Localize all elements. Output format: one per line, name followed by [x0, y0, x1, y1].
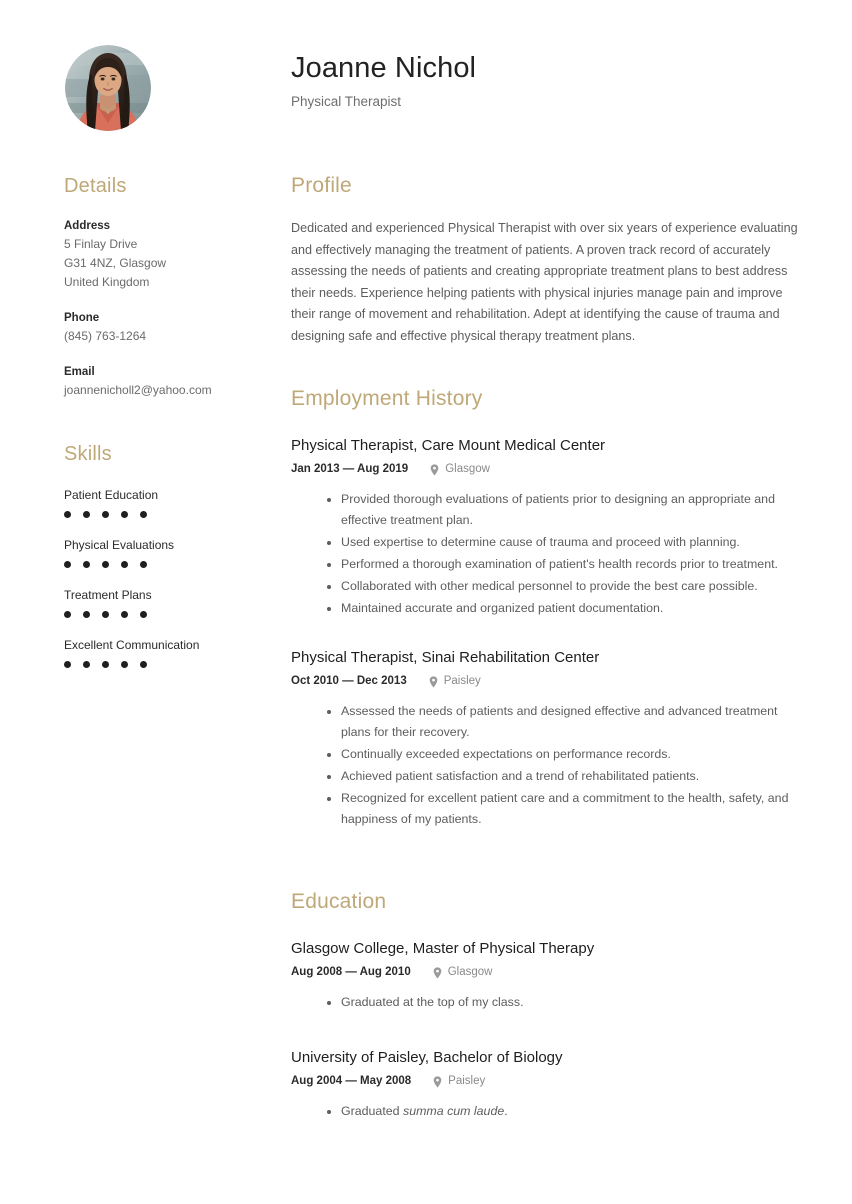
bullet-item: Performed a thorough examination of patient's health records prior to treatment.	[327, 554, 803, 575]
skill-dot	[121, 511, 128, 518]
skills-heading: Skills	[64, 443, 112, 465]
skill-dot	[83, 611, 90, 618]
detail-label: Email	[64, 366, 95, 378]
entry-location-label: Paisley	[448, 1075, 486, 1087]
skills-section	[64, 440, 264, 668]
skill-dot	[140, 661, 147, 668]
skill-dot	[102, 661, 109, 668]
map-pin-icon	[429, 676, 438, 688]
profile-heading: Profile	[291, 174, 352, 197]
skill-dot	[102, 561, 109, 568]
entry-location	[433, 1073, 485, 1090]
education-section	[291, 888, 803, 1122]
details-heading: Details	[64, 175, 127, 197]
skill-item	[64, 486, 264, 518]
entry-dates: Aug 2004 — May 2008	[291, 1075, 412, 1087]
skill-item	[64, 586, 264, 618]
sidebar	[64, 172, 264, 668]
detail-group-email	[64, 364, 264, 400]
education-entry	[291, 1047, 803, 1122]
skill-dot	[140, 611, 147, 618]
bullet-item: Provided thorough evaluations of patients prior to designing an appropriate and effective treatment plan.	[327, 489, 803, 531]
skill-dot	[83, 561, 90, 568]
entry-title: Physical Therapist, Sinai Rehabilitation Center	[291, 649, 600, 666]
bullet-italic: summa cum laude	[403, 1104, 505, 1118]
skill-item	[64, 636, 264, 668]
entry-bullets	[291, 489, 803, 619]
avatar	[65, 45, 151, 131]
skill-rating	[64, 511, 264, 518]
job-title: Physical Therapist	[291, 94, 402, 109]
skill-dot	[64, 661, 71, 668]
bullet-suffix: .	[504, 1104, 508, 1118]
bullet-item: Collaborated with other medical personnel to provide the best care possible.	[327, 576, 803, 597]
detail-label: Address	[64, 220, 111, 232]
bullet-item: Used expertise to determine cause of trauma and proceed with planning.	[327, 532, 803, 553]
skill-item	[64, 536, 264, 568]
main-content	[291, 172, 803, 1123]
page-title: Joanne Nichol	[291, 52, 477, 84]
entry-location	[429, 673, 481, 690]
detail-value: G31 4NZ, Glasgow	[64, 256, 167, 270]
skill-name: Patient Education	[64, 488, 159, 502]
skill-dot	[121, 561, 128, 568]
skill-name: Excellent Communication	[64, 638, 200, 652]
entry-dates: Jan 2013 — Aug 2019	[291, 463, 409, 475]
name-block	[291, 50, 476, 111]
detail-value: (845) 763-1264	[64, 329, 147, 343]
entry-meta	[291, 461, 803, 478]
education-heading: Education	[291, 890, 387, 913]
bullet-item: Achieved patient satisfaction and a trend of rehabilitated patients.	[327, 766, 803, 787]
entry-location	[430, 461, 490, 478]
skill-dot	[83, 511, 90, 518]
detail-group-phone	[64, 310, 264, 346]
map-pin-icon	[433, 967, 442, 979]
bullet-item: Graduated at the top of my class.	[327, 992, 803, 1013]
detail-value: joannenicholl2@yahoo.com	[64, 383, 212, 397]
entry-bullets	[291, 992, 803, 1013]
entry-location-label: Glasgow	[445, 463, 490, 475]
map-pin-icon	[433, 1076, 442, 1088]
skill-rating	[64, 661, 264, 668]
entry-dates: Aug 2008 — Aug 2010	[291, 966, 411, 978]
bullet-item: Assessed the needs of patients and designed effective and advanced treatment plans for their recovery.	[327, 701, 803, 743]
profile-section	[291, 172, 803, 347]
skill-name: Physical Evaluations	[64, 538, 175, 552]
skill-dot	[140, 561, 147, 568]
entry-dates: Oct 2010 — Dec 2013	[291, 675, 407, 687]
skill-rating	[64, 561, 264, 568]
details-section	[64, 172, 264, 400]
skill-name: Treatment Plans	[64, 588, 152, 602]
skill-rating	[64, 611, 264, 618]
profile-text: Dedicated and experienced Physical Therapist with over six years of experience evaluating and effectively managing the treatment of patients. A proven track record of accurately assessing the needs of patients and creating appropriate treatment plans to best address their needs. Experience helping patients with physical injuries manage pain and improve their range of movement and rehabilitation. Adept at identifying the cause of trauma and designing safe and effective physical therapy treatment plans.	[291, 221, 798, 343]
bullet-item: Recognized for excellent patient care and a commitment to the health, safety, and happiness of my patients.	[327, 788, 803, 830]
detail-value: 5 Finlay Drive	[64, 237, 138, 251]
bullet-item	[327, 1101, 803, 1122]
entry-bullets	[291, 1101, 803, 1122]
education-entry	[291, 938, 803, 1013]
bullet-prefix: Graduated	[341, 1104, 403, 1118]
portrait-photo-icon	[65, 45, 151, 131]
entry-title: University of Paisley, Bachelor of Biology	[291, 1049, 563, 1066]
skill-dot	[102, 611, 109, 618]
employment-entry	[291, 647, 803, 830]
detail-label: Phone	[64, 312, 100, 324]
entry-meta	[291, 964, 803, 981]
bullet-item: Maintained accurate and organized patient documentation.	[327, 598, 803, 619]
skill-dot	[83, 661, 90, 668]
skill-dot	[64, 561, 71, 568]
employment-heading: Employment History	[291, 387, 483, 410]
skill-dot	[102, 511, 109, 518]
entry-meta	[291, 673, 803, 690]
entry-location-label: Glasgow	[447, 966, 493, 978]
map-pin-icon	[430, 464, 439, 476]
employment-section	[291, 385, 803, 830]
resume-header	[0, 0, 852, 160]
skill-dot	[64, 611, 71, 618]
entry-bullets	[291, 701, 803, 830]
entry-title: Physical Therapist, Care Mount Medical Center	[291, 437, 606, 454]
detail-value: United Kingdom	[64, 275, 150, 289]
skill-dot	[140, 511, 147, 518]
entry-location	[433, 964, 493, 981]
entry-meta	[291, 1073, 803, 1090]
detail-group-address	[64, 218, 264, 292]
entry-location-label: Paisley	[443, 675, 481, 687]
bullet-item: Continually exceeded expectations on performance records.	[327, 744, 803, 765]
skill-dot	[64, 511, 71, 518]
skill-dot	[121, 661, 128, 668]
entry-title: Glasgow College, Master of Physical Therapy	[291, 940, 595, 957]
employment-entry	[291, 435, 803, 619]
skill-dot	[121, 611, 128, 618]
